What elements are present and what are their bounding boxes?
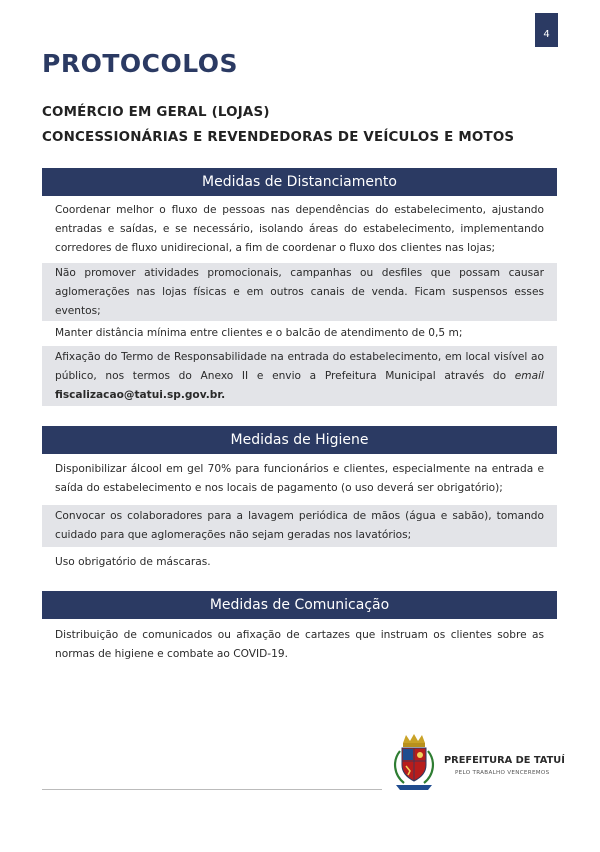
list-item: Não promover atividades promocionais, campanhas ou desfiles que possam causar aglomerações nas lojas físicas e em outros canais de venda. Ficam suspensos esses eventos; xyxy=(42,263,557,321)
page-number: 4 xyxy=(535,13,558,47)
list-item: Convocar os colaboradores para a lavagem periódica de mãos (água e sabão), tomando cuidado para que aglomerações não sejam geradas nos lavatórios; xyxy=(42,505,557,547)
item-text-em: email xyxy=(514,370,544,382)
list-item: Manter distância mínima entre clientes e o balcão de atendimento de 0,5 m; xyxy=(55,327,463,339)
logo-slogan: PELO TRABALHO VENCEREMOS xyxy=(455,770,550,776)
section-header-distanciamento: Medidas de Distanciamento xyxy=(42,168,557,196)
email-link[interactable]: fiscalizacao@tatui.sp.gov.br. xyxy=(55,389,226,401)
subtitle-commerce: COMÉRCIO EM GERAL (LOJAS) xyxy=(42,105,270,120)
list-item: Coordenar melhor o fluxo de pessoas nas dependências do estabelecimento, ajustando entradas e saídas, e se necessário, isolando áreas do estabelecimento, implementando corredores de fluxo unidirecional, a fim de coordenar o fluxo dos clientes nas lojas; xyxy=(55,204,544,254)
section-header-higiene: Medidas de Higiene xyxy=(42,426,557,454)
municipal-crest-icon xyxy=(388,733,440,795)
footer-divider xyxy=(42,789,382,790)
section-header-comunicacao: Medidas de Comunicação xyxy=(42,591,557,619)
list-item: Disponibilizar álcool em gel 70% para funcionários e clientes, especialmente na entrada e saída do estabelecimento e nos locais de pagamento (o uso deverá ser obrigatório); xyxy=(55,463,544,494)
list-item: Distribuição de comunicados ou afixação de cartazes que instruam os clientes sobre as normas de higiene e combate ao COVID-19. xyxy=(55,629,544,660)
logo-name: PREFEITURA DE TATUÍ xyxy=(444,755,565,766)
page-title: PROTOCOLOS xyxy=(42,49,239,78)
item-text: Afixação do Termo de Responsabilidade na entrada do estabelecimento, em local visível ao público, nos termos do Anexo II e envio a Prefeitura Municipal através do xyxy=(55,351,544,382)
list-item: Uso obrigatório de máscaras. xyxy=(55,556,211,568)
list-item xyxy=(42,346,557,406)
subtitle-dealers: CONCESSIONÁRIAS E REVENDEDORAS DE VEÍCULOS E MOTOS xyxy=(42,130,515,145)
